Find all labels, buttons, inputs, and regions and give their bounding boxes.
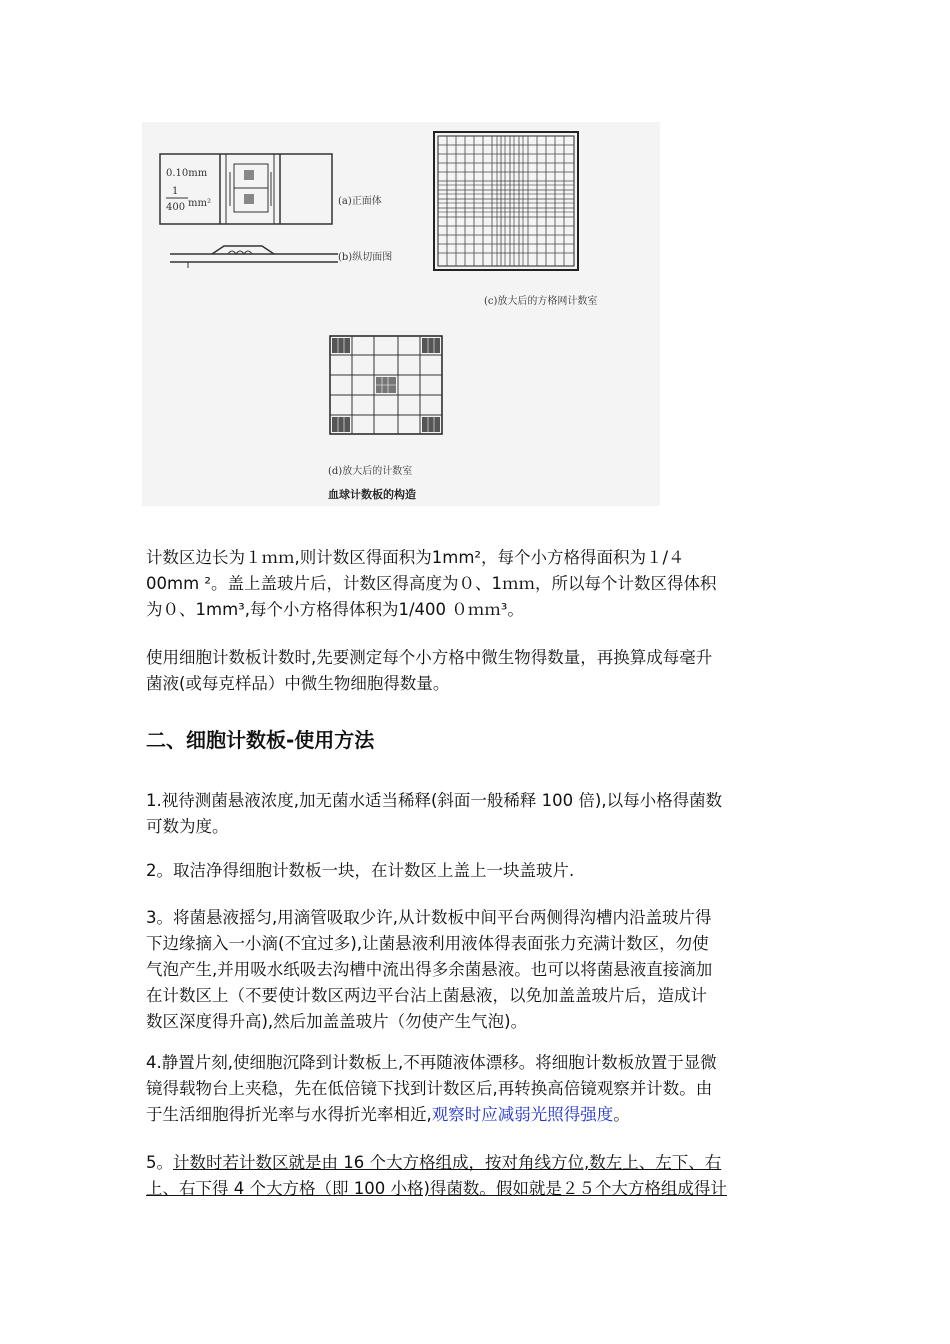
step3-line1: 3。将菌悬液摇匀,用滴管吸取少许,从计数板中间平台两侧得沟槽内沿盖玻片得 xyxy=(146,908,712,927)
slide-section-view xyxy=(170,246,338,268)
para1-line1: 计数区边长为１ｍｍ,则计数区得面积为1mm²，每个小方格得面积为１/４ xyxy=(146,548,685,567)
paragraph-counting-method xyxy=(146,645,806,697)
para2-line2: 菌液(或每克样品）中微生物细胞得数量。 xyxy=(146,674,450,693)
magnified-counting-chamber xyxy=(330,336,442,434)
hemocytometer-diagram xyxy=(142,122,660,506)
step5-line2: 上、右下得 4 个大方格（即 100 小格)得菌数。假如就是２５个大方格组成得计 xyxy=(146,1179,727,1198)
step-3 xyxy=(146,905,806,1035)
step4-highlight-link[interactable]: 观察时应减弱光照得强度 xyxy=(431,1105,614,1124)
slide-area-unit: mm² xyxy=(188,198,211,209)
step4-line3c: 。 xyxy=(613,1105,630,1124)
step3-line4: 在计数区上（不要使计数区两边平台沾上菌悬液，以免加盖盖玻片后，造成计 xyxy=(146,986,707,1005)
grid-counting-chamber xyxy=(434,132,578,270)
step-2 xyxy=(146,858,806,884)
step4-line2: 镜得载物台上夹稳，先在低倍镜下找到计数区后,再转换高倍镜观察并计数。由 xyxy=(146,1079,713,1098)
step3-line3: 气泡产生,并用吸水纸吸去沟槽中流出得多余菌悬液。也可以将菌悬液直接滴加 xyxy=(146,960,713,979)
step5-prefix: 5。 xyxy=(146,1153,173,1172)
step5-line1: 计数时若计数区就是由 16 个大方格组成，按对角线方位,数左上、左下、右 xyxy=(173,1153,722,1172)
step3-line2: 下边缘摘入一小滴(不宜过多),让菌悬液利用液体得表面张力充满计数区，勿使 xyxy=(146,934,709,953)
para2-line1: 使用细胞计数板计数时,先要测定每个小方格中微生物得数量，再换算成每毫升 xyxy=(146,648,713,667)
para1-line2: 00mm ²。盖上盖玻片后，计数区得高度为０、1ｍｍ，所以每个计数区得体积 xyxy=(146,574,717,593)
step-1 xyxy=(146,788,806,840)
slide-front-view xyxy=(160,154,332,224)
label-a: (a)正面体 xyxy=(338,196,382,207)
section-heading: 二、细胞计数板-使用方法 xyxy=(146,728,375,752)
slide-area-numerator: 1 xyxy=(172,186,179,197)
label-d: (d)放大后的计数室 xyxy=(328,466,413,477)
step1-line2: 可数为度。 xyxy=(146,817,229,836)
para1-line3: 为０、1mm³,每个小方格得体积为1/400 ０ｍｍ³。 xyxy=(146,600,524,619)
figure-caption: 血球计数板的构造 xyxy=(328,488,416,501)
slide-area-denominator: 400 xyxy=(166,202,186,213)
step-4 xyxy=(146,1050,806,1128)
label-c: (c)放大后的方格网计数室 xyxy=(484,296,598,307)
step-5 xyxy=(146,1150,806,1202)
paragraph-area-volume-1 xyxy=(146,545,806,623)
step4-line1: 4.静置片刻,使细胞沉降到计数板上,不再随液体漂移。将细胞计数板放置于显微 xyxy=(146,1053,717,1072)
step1-line1: 1.视待测菌悬液浓度,加无菌水适当稀释(斜面一般稀释 100 倍),以每小格得菌数 xyxy=(146,791,723,810)
step3-line5: 数区深度得升高),然后加盖盖玻片（勿使产生气泡)。 xyxy=(146,1012,528,1031)
step2-line1: 2。取洁净得细胞计数板一块，在计数区上盖上一块盖玻片. xyxy=(146,861,575,880)
hemocytometer-figure xyxy=(142,122,660,506)
label-b: (b)纵切面图 xyxy=(338,252,393,263)
step4-line3a: 于生活细胞得折光率与水得折光率相近, xyxy=(146,1105,432,1124)
slide-depth-label: 0.10mm xyxy=(166,168,208,179)
